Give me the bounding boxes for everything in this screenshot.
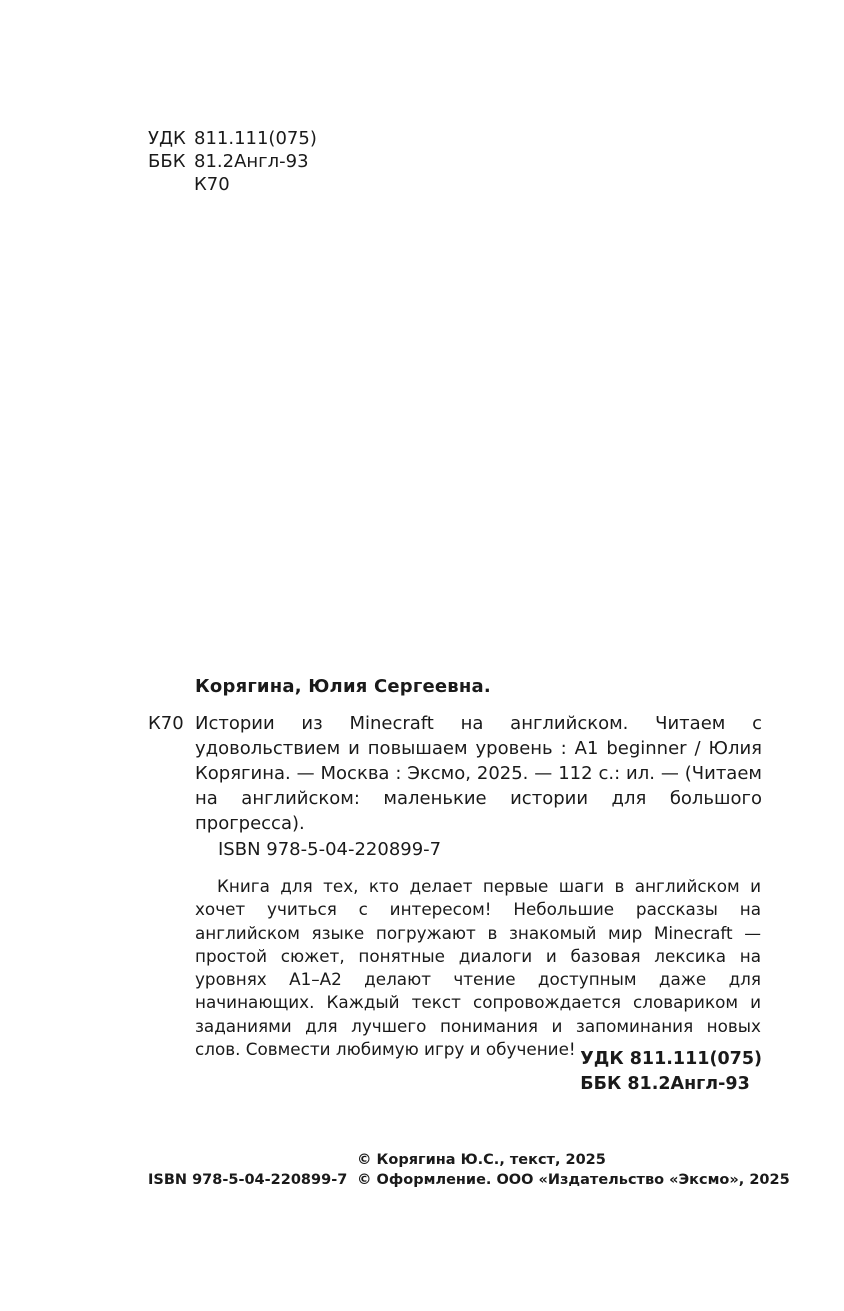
classification-bottom xyxy=(580,1047,762,1097)
bbk-label: ББК xyxy=(148,151,186,172)
annotation-text: Книга для тех, кто делает первые шаги в английском и хочет учиться с интересом! Небольшие рассказы на английском языке погружают в знакомый мир Minecraft — простой сюжет, понятные диалоги и базовая лексика на уровнях A1–A2 делают чтение доступным даже для начинающих. Каждый текст сопровождается словариком и заданиями для лучшего понимания и запоминания новых слов. Совмести любимую игру и обучение! xyxy=(195,876,761,1060)
udk-value: 811.111(075) xyxy=(194,128,317,149)
bbk-value: 81.2Англ-93 xyxy=(194,151,309,172)
udk-row xyxy=(148,127,317,150)
author-heading: Корягина, Юлия Сергеевна. xyxy=(195,676,491,697)
isbn-line: ISBN 978-5-04-220899-7 xyxy=(218,839,442,860)
bibliographic-record xyxy=(148,711,762,836)
annotation xyxy=(195,875,761,1061)
bbk-row xyxy=(148,150,317,173)
copyright-text: © Корягина Ю.С., текст, 2025 xyxy=(357,1152,606,1168)
udk-label: УДК xyxy=(148,128,186,149)
isbn-bottom: ISBN 978-5-04-220899-7 xyxy=(148,1172,348,1188)
bbk-bottom: ББК 81.2Англ-93 xyxy=(580,1074,750,1094)
author-mark: К70 xyxy=(194,174,230,195)
record-code: К70 xyxy=(148,713,184,734)
copyright-block xyxy=(357,1150,790,1190)
classification-top xyxy=(148,127,317,196)
udk-bottom: УДК 811.111(075) xyxy=(580,1049,762,1069)
copyright-design: © Оформление. ООО «Издательство «Эксмо», 2025 xyxy=(357,1172,790,1188)
record-text: Истории из Minecraft на английском. Читаем с удовольствием и повышаем уровень : A1 beginner / Юлия Корягина. — Москва : Эксмо, 2025. — 112 с.: ил. — (Читаем на английском: маленькие истории для большого прогресса). xyxy=(195,713,762,834)
